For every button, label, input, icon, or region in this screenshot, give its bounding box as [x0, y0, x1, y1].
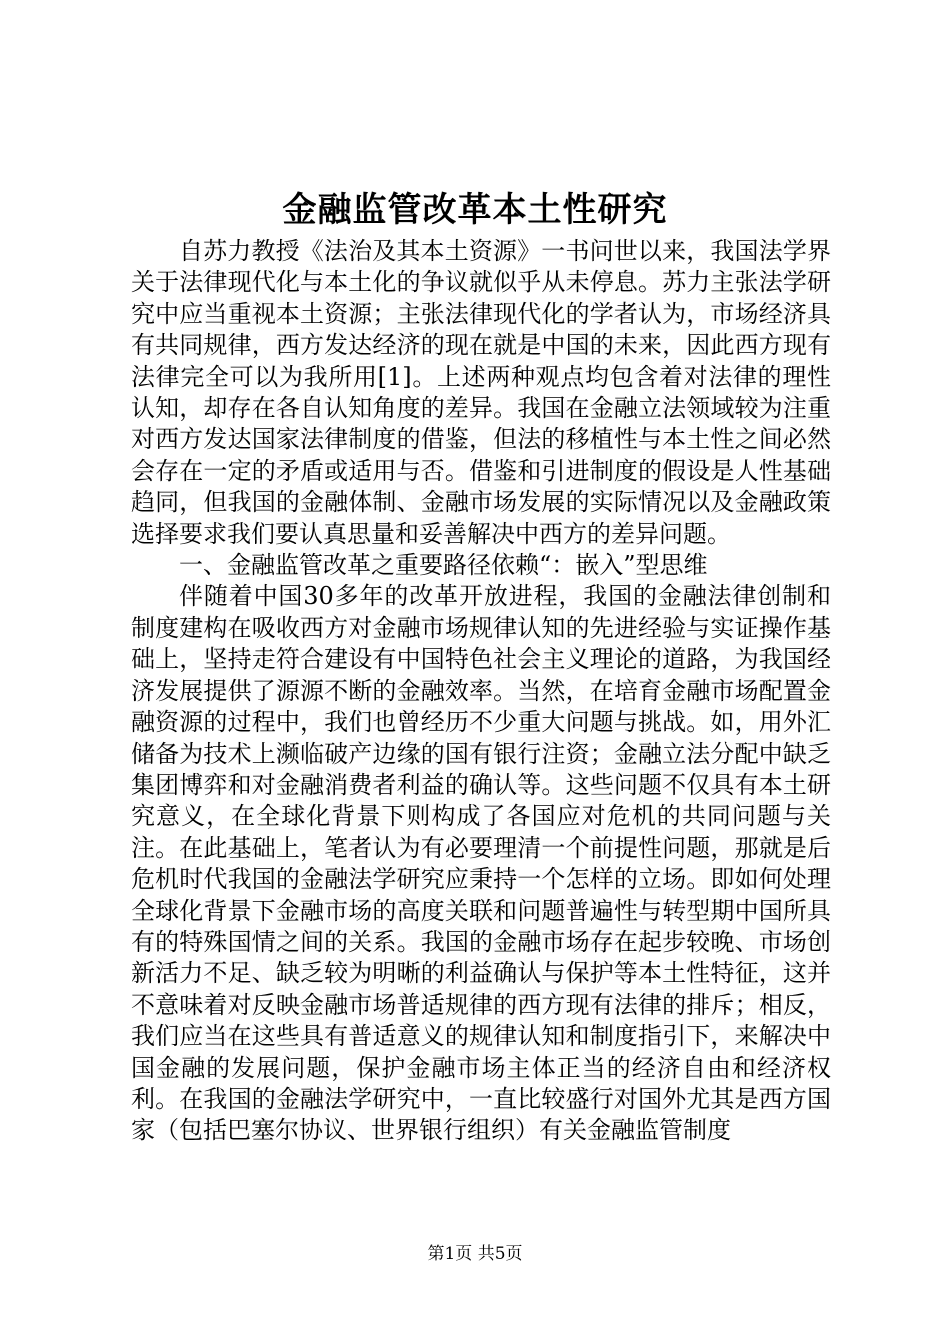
paragraph-section-one: 伴随着中国30多年的改革开放进程，我国的金融法律创制和制度建构在吸收西方对金融市场规律认知的先进经验与实证操作基础上，坚持走符合建设有中国特色社会主义理论的道路，为我国经济发展提供了源源不断的金融效率。当然，在培育金融市场配置金融资源的过程中，我们也曾经历不少重大问题与挑战。如，用外汇储备为技术上濒临破产边缘的国有银行注资；金融立法分配中缺乏集团博弈和对金融消费者利益的确认等。这些问题不仅具有本土研究意义，在全球化背景下则构成了各国应对危机的共同问题与关注。在此基础上，笔者认为有必要理清一个前提性问题，那就是后危机时代我国的金融法学研究应秉持一个怎样的立场。即如何处理全球化背景下金融市场的高度关联和问题普遍性与转型期中国所具有的特殊国情之间的关系。我国的金融市场存在起步较晚、市场创新活力不足、缺乏较为明晰的利益确认与保护等本土性特征，这并不意味着对反映金融市场普适规律的西方现有法律的排斥；相反，我们应当在这些具有普适意义的规律认知和制度指引下，来解决中国金融的发展问题，保护金融市场主体正当的经济自由和经济权利。在我国的金融法学研究中，一直比较盛行对国外尤其是西方国家（包括巴塞尔协议、世界银行组织）有关金融监管制度: [131, 582, 831, 1145]
document-body: [131, 236, 831, 1147]
paragraph-intro: 自苏力教授《法治及其本土资源》一书问世以来，我国法学界关于法律现代化与本土化的争议就似乎从未停息。苏力主张法学研究中应当重视本土资源；主张法律现代化的学者认为，市场经济具有共同规律，西方发达经济的现在就是中国的未来，因此西方现有法律完全可以为我所用[1]。上述两种观点均包含着对法律的理性认知，却存在各自认知角度的差异。我国在金融立法领域较为注重对西方发达国家法律制度的借鉴，但法的移植性与本土性之间必然会存在一定的矛盾或适用与否。借鉴和引进制度的假设是人性基础趋同，但我国的金融体制、金融市场发展的实际情况以及金融政策选择要求我们要认真思量和妥善解决中西方的差异问题。: [131, 237, 831, 548]
document-title: 金融监管改革本土性研究: [282, 190, 668, 230]
section-heading: 一、金融监管改革之重要路径依赖“：嵌入”型思维: [179, 551, 708, 580]
page-number-footer: 第1页 共5页: [427, 1244, 523, 1264]
